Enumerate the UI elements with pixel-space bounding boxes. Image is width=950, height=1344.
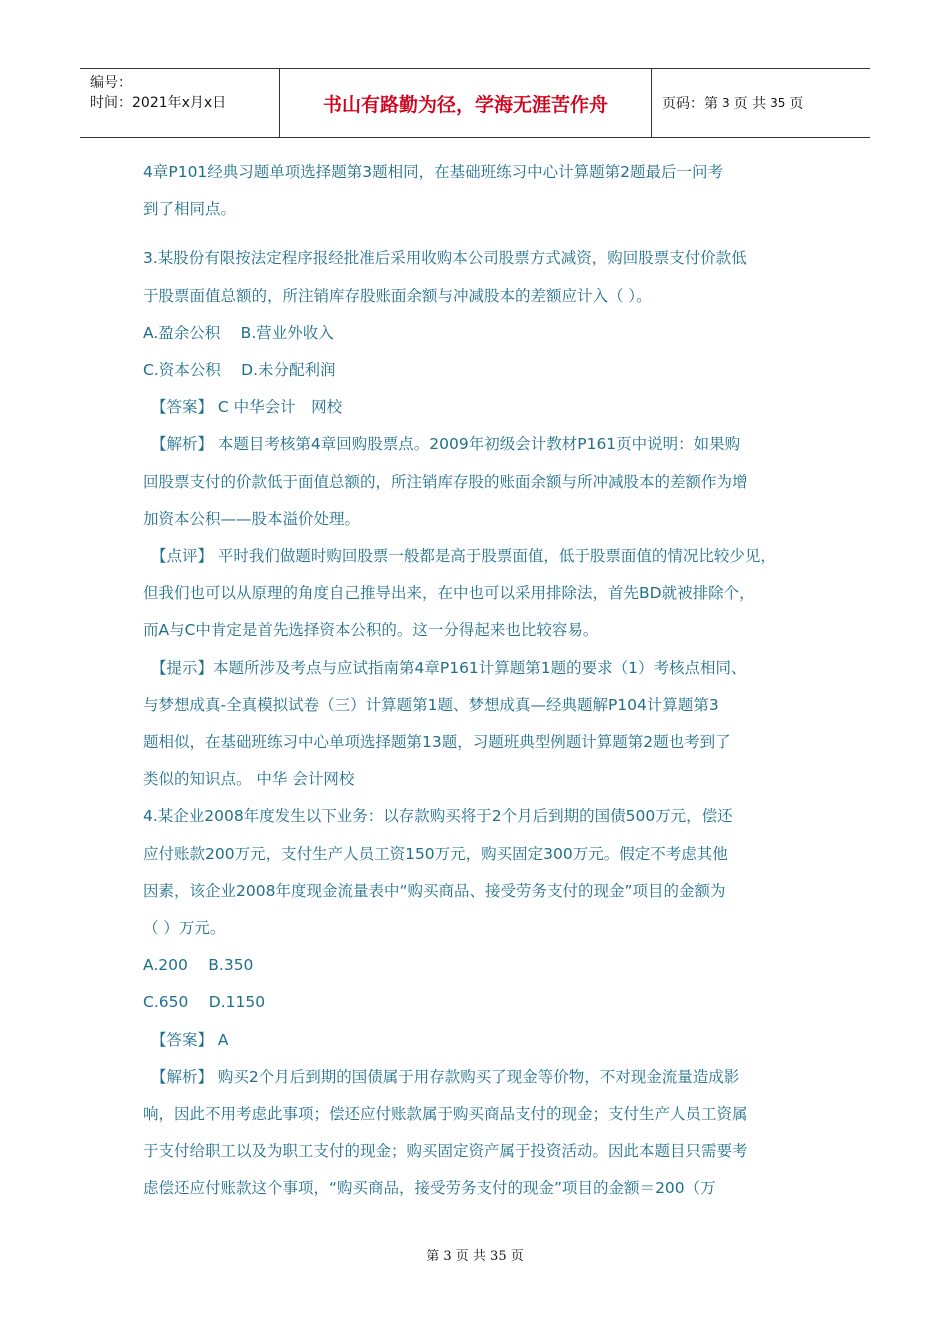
tip-line: 【提示】本题所涉及考点与应试指南第4章P161计算题第1题的要求（1）考核点相同、 — [151, 658, 747, 677]
text-line: 于支付给职工以及为职工支付的现金；购买固定资产属于投资活动。因此本题目只需要考 — [143, 1142, 748, 1161]
text-line: 响，因此不用考虑此事项；偿还应付账款属于购买商品支付的现金；支付生产人员工资属 — [143, 1105, 748, 1124]
page-prefix: 页码：第 — [662, 96, 718, 112]
question-4-stem: 4.某企业2008年度发生以下业务：以存款购买将于2个月后到期的国债500万元，偿还 — [143, 807, 733, 826]
page-header — [80, 68, 870, 138]
text-line: 而A与C中肯定是首先选择资本公积的。这一分得起来也比较容易。 — [143, 621, 599, 640]
header-page-number — [652, 69, 870, 137]
answer-line: 【答案】 A — [151, 1030, 229, 1049]
text-line: 类似的知识点。 中华 会计网校 — [143, 770, 355, 789]
page-suffix: 页 — [789, 96, 804, 112]
text-line: 虑偿还应付账款这个事项，“购买商品，接受劳务支付的现金”项目的金额＝200（万 — [143, 1179, 716, 1198]
question-3-stem: 3.某股份有限按法定程序报经批准后采用收购本公司股票方式减资，购回股票支付价款低 — [143, 249, 747, 268]
header-meta — [80, 69, 280, 137]
option-line: A.200 B.350 — [143, 956, 254, 975]
analysis-line: 【解析】 购买2个月后到期的国债属于用存款购买了现金等价物，不对现金流量造成影 — [151, 1067, 740, 1086]
comment-line: 【点评】 平时我们做题时购回股票一般都是高于股票面值，低于股票面值的情况比较少见， — [151, 547, 776, 566]
text-line: 于股票面值总额的，所注销库存股账面余额与冲减股本的差额应计入（ ）。 — [143, 286, 652, 305]
code-label: 编号： — [90, 75, 132, 91]
header-motto: 书山有路勤为径，学海无涯苦作舟 — [280, 69, 652, 137]
option-line: C.650 D.1150 — [143, 993, 266, 1012]
text-line: 回股票支付的价款低于面值总额的，所注销库存股的账面余额与所冲减股本的差额作为增 — [143, 472, 748, 491]
option-line: A.盈余公积 B.营业外收入 — [143, 323, 334, 342]
text-line: 应付账款200万元，支付生产人员工资150万元，购买固定300万元。假定不考虑其他 — [143, 844, 728, 863]
option-line: C.资本公积 D.未分配利润 — [143, 361, 336, 380]
text-line: 与梦想成真-全真模拟试卷（三）计算题第1题、梦想成真—经典题解P104计算题第3 — [143, 695, 719, 714]
text-line: 但我们也可以从原理的角度自己推导出来，在中也可以采用排除法，首先BD就被排除个， — [143, 584, 755, 603]
text-line: 加资本公积——股本溢价处理。 — [143, 509, 361, 528]
page-current: 3 — [722, 96, 730, 110]
page-footer: 第 3 页 共 35 页 — [426, 1249, 524, 1264]
analysis-line: 【解析】 本题目考核第4章回购股票点。2009年初级会计教材P161页中说明：如果购 — [151, 435, 741, 454]
text-line: 到了相同点。 — [143, 200, 237, 219]
document-body — [143, 154, 815, 1208]
time-label: 时间：2021年x月x日 — [90, 95, 227, 111]
text-line: 4章P101经典习题单项选择题第3题相同，在基础班练习中心计算题第2题最后一问考 — [143, 163, 724, 181]
text-line: 因素，该企业2008年度现金流量表中“购买商品、接受劳务支付的现金”项目的金额为 — [143, 881, 726, 900]
text-line: 题相似，在基础班练习中心单项选择题第13题，习题班典型例题计算题第2题也考到了 — [143, 733, 731, 752]
page-total: 35 — [770, 96, 786, 110]
answer-line: 【答案】 C 中华会计 网校 — [151, 398, 343, 417]
page-mid: 页 共 — [733, 96, 767, 112]
text-line: （ ）万元。 — [143, 919, 226, 938]
